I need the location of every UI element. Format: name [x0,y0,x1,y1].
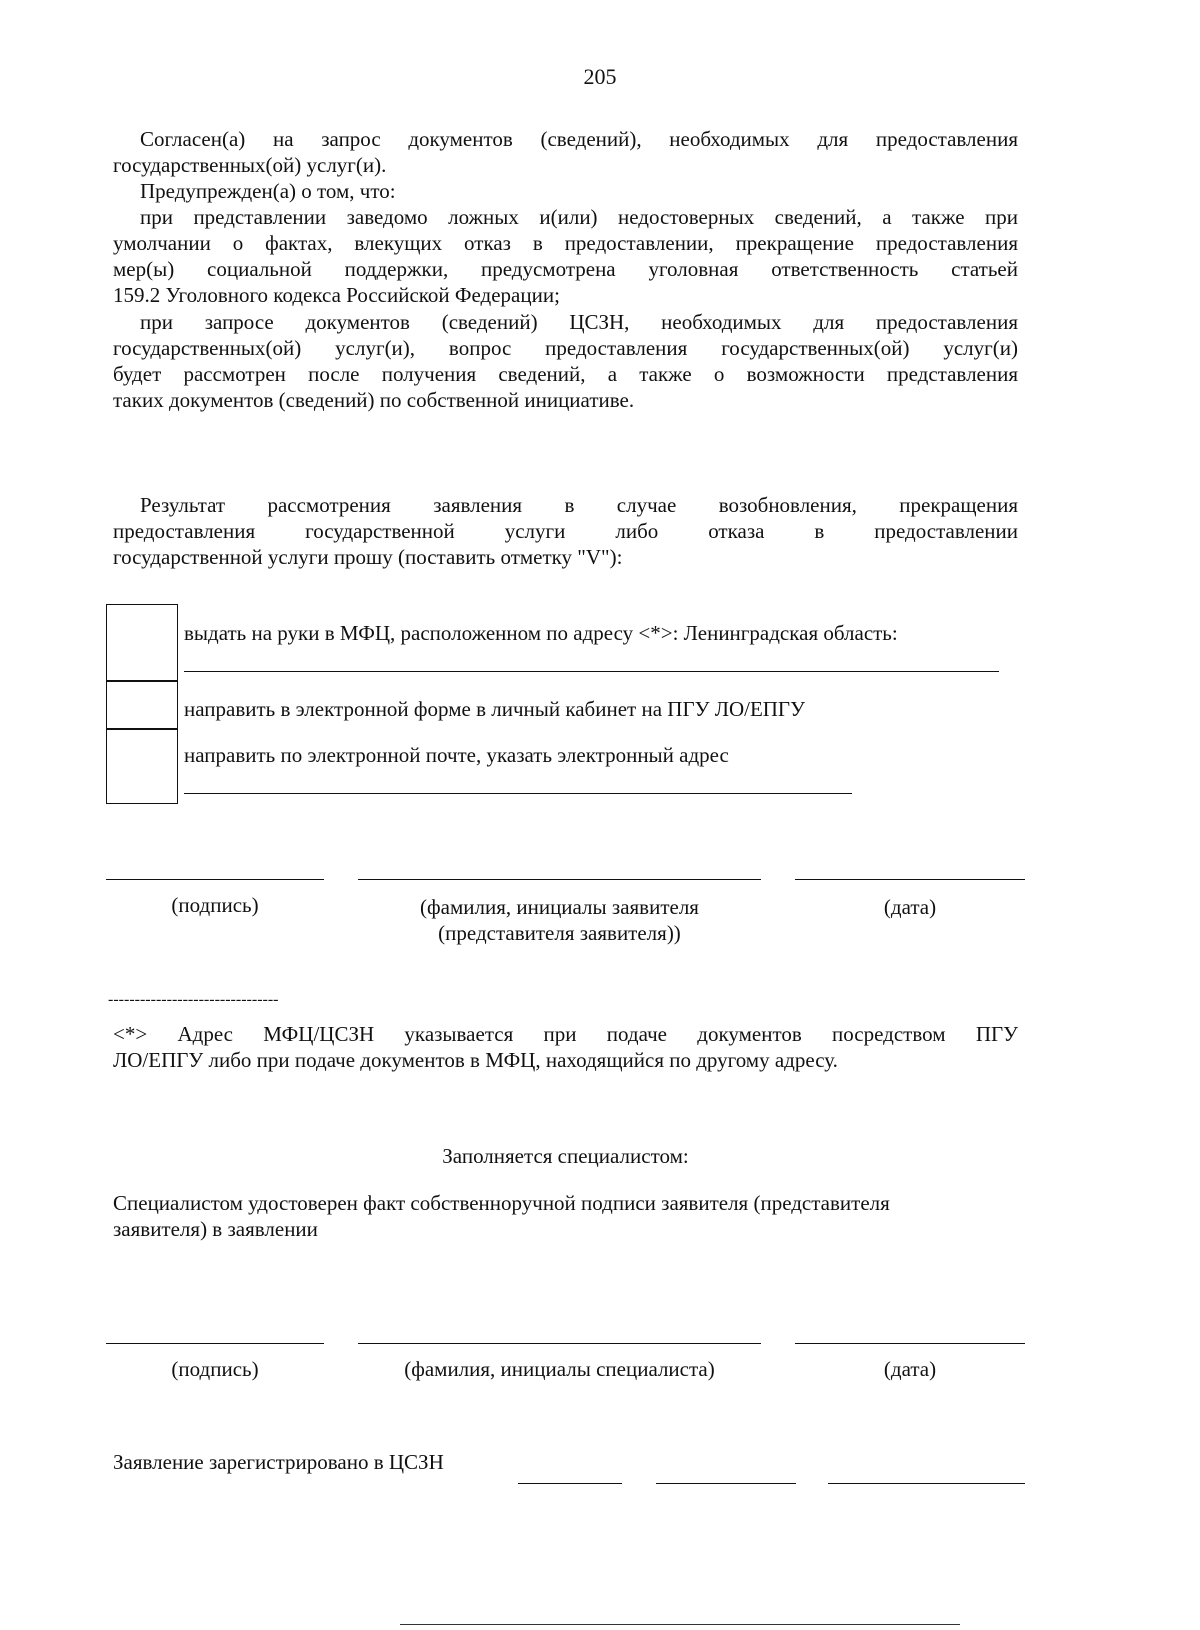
specialist-paragraph [113,1190,1018,1242]
warning-2-line-4: таких документов (сведений) по собственной инициативе. [113,388,635,412]
warning-2-line-1: при запросе документов (сведений) ЦСЗН, необходимых для предоставления [140,310,1018,334]
applicant-date-line[interactable] [795,879,1025,880]
registered-date-line[interactable] [656,1483,796,1484]
footnote-separator: -------------------------------- [108,991,279,1008]
warning-2-line-2: государственных(ой) услуг(и), вопрос предоставления государственных(ой) услуг(и) [113,336,1018,360]
applicant-signature-line[interactable] [106,879,324,880]
registered-number-line[interactable] [518,1483,622,1484]
applicant-date-caption: (дата) [883,895,937,919]
warning-1-line-3: мер(ы) социальной поддержки, предусмотрена уголовная ответственность статьей [113,257,1018,281]
result-line-3: государственной услуги прошу (поставить отметку "V"): [113,545,623,569]
consent-line-1: Согласен(а) на запрос документов (сведений), необходимых для предоставления [140,127,1018,151]
mfc-address-line[interactable] [184,671,999,672]
consent-paragraph [113,126,1018,204]
applicant-signature-caption: (подпись) [171,893,259,917]
warning-2-paragraph [113,309,1018,413]
result-paragraph [113,492,1018,570]
footnote-paragraph [113,1021,1018,1073]
option-label-cabinet: направить в электронной форме в личный кабинет на ПГУ ЛО/ЕПГУ [184,697,805,721]
applicant-name-line[interactable] [358,879,761,880]
specialist-heading: Заполняется специалистом: [442,1144,689,1168]
applicant-name-caption-line-2: (представителя заявителя)) [438,921,681,945]
email-address-line[interactable] [184,793,852,794]
option-label-mfc: выдать на руки в МФЦ, расположенном по адресу <*>: Ленинградская область: [184,621,898,645]
specialist-name-caption: (фамилия, инициалы специалиста) [404,1357,715,1381]
warning-1-line-1: при представлении заведомо ложных и(или) недостоверных сведений, а также при [140,205,1018,229]
applicant-name-caption-line-1: (фамилия, инициалы заявителя [420,895,699,919]
warning-2-line-3: будет рассмотрен после получения сведений, а также о возможности представления [113,362,1018,386]
option-label-email: направить по электронной почте, указать электронный адрес [184,743,729,767]
warning-1-line-4: 159.2 Уголовного кодекса Российской Федерации; [113,283,560,307]
warning-1-paragraph [113,204,1018,308]
specialist-name-line[interactable] [358,1343,761,1344]
option-checkbox-email[interactable] [106,728,178,804]
result-line-2: предоставления государственной услуги либо отказа в предоставлении [113,519,1018,543]
specialist-line-2: заявителя) в заявлении [113,1217,318,1241]
option-checkbox-cabinet[interactable] [106,680,178,730]
scan-edge-line [400,1624,960,1625]
applicant-name-caption [358,894,761,946]
specialist-signature-caption: (подпись) [171,1357,259,1381]
specialist-line-1: Специалистом удостоверен факт собственноручной подписи заявителя (представителя [113,1191,890,1215]
warning-intro: Предупрежден(а) о том, что: [140,179,396,203]
option-checkbox-mfc[interactable] [106,604,178,682]
specialist-date-caption: (дата) [883,1357,937,1381]
result-line-1: Результат рассмотрения заявления в случае возобновления, прекращения [140,493,1018,517]
specialist-signature-line[interactable] [106,1343,324,1344]
footnote-line-1: <*> Адрес МФЦ/ЦСЗН указывается при подаче документов посредством ПГУ [113,1022,1018,1046]
registered-label: Заявление зарегистрировано в ЦСЗН [113,1450,444,1474]
specialist-date-line[interactable] [795,1343,1025,1344]
footnote-line-2: ЛО/ЕПГУ либо при подаче документов в МФЦ, находящийся по другому адресу. [113,1048,838,1072]
registered-signature-line[interactable] [828,1483,1025,1484]
consent-line-2: государственных(ой) услуг(и). [113,153,387,177]
page-number: 205 [583,64,617,89]
warning-1-line-2: умолчании о фактах, влекущих отказ в предоставлении, прекращение предоставления [113,231,1018,255]
